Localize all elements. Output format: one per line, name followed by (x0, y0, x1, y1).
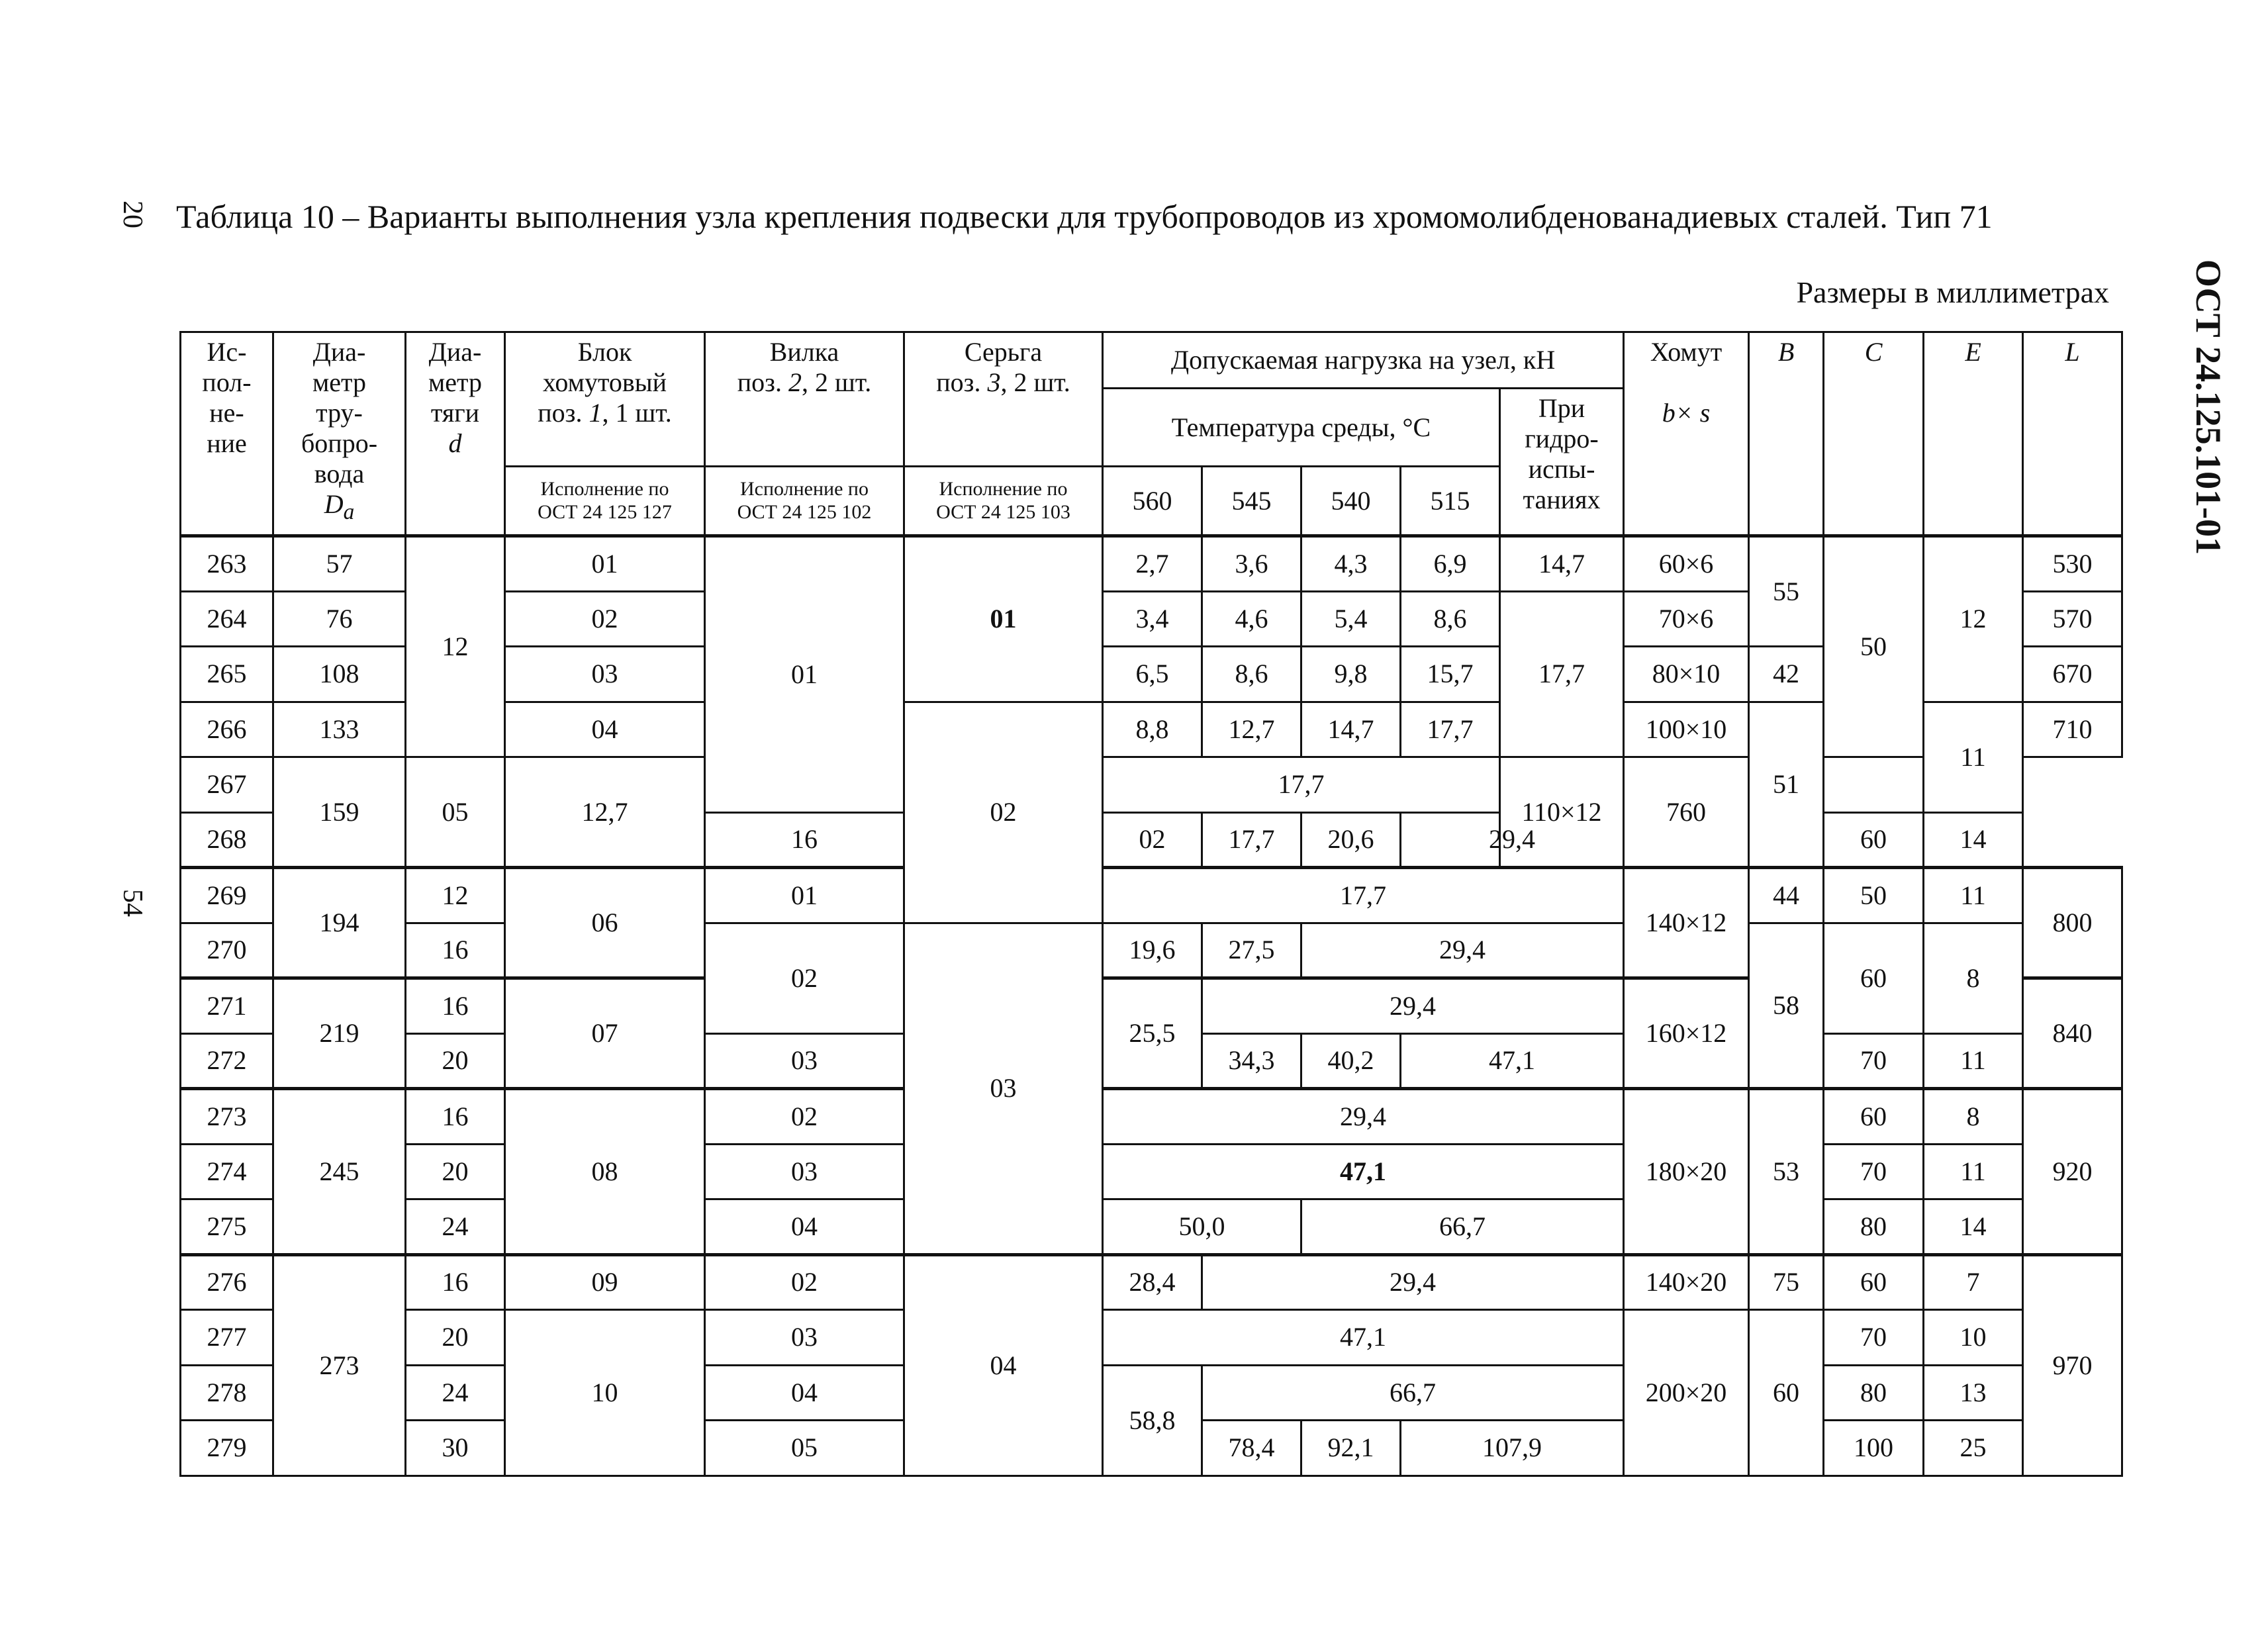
cell-B: 53 (1749, 1089, 1824, 1255)
cell-clamp: 60×6 (1624, 536, 1749, 592)
cell-load: 40,2 (1301, 1033, 1401, 1089)
cell-load: 15,7 (1401, 647, 1500, 702)
cell-vilka: 03 (705, 1144, 904, 1199)
cell-load: 107,9 (1401, 1421, 1624, 1476)
header-t545: 545 (1202, 467, 1301, 536)
variants-table (179, 331, 2123, 1477)
header-t515: 515 (1401, 467, 1500, 536)
table-row (181, 1089, 2122, 1145)
cell-E: 10 (1924, 1310, 2023, 1366)
cell-d: 20 (406, 1310, 505, 1366)
cell-isp: 267 (181, 757, 273, 813)
cell-C: 60 (1824, 1254, 1924, 1310)
table-title: Таблица 10 – Варианты выполнения узла крепления подвески для трубопроводов из хромомолибденованадиевых сталей. Тип 71 (176, 198, 1993, 235)
cell-d: 16 (406, 923, 505, 978)
cell-block: 07 (505, 978, 705, 1089)
cell-E: 13 (1924, 1365, 2023, 1421)
header-temperature: Температура среды, °С (1103, 389, 1500, 467)
cell-L: 800 (2023, 868, 2122, 978)
cell-isp: 277 (181, 1310, 273, 1366)
cell-load: 12,7 (1202, 702, 1301, 757)
cell-B: 55 (1749, 536, 1824, 647)
cell-clamp: 80×10 (1624, 647, 1749, 702)
cell-isp: 278 (181, 1365, 273, 1421)
header-clamp: Хомут b× s (1624, 332, 1749, 536)
cell-d: 30 (406, 1421, 505, 1476)
cell-da: 133 (273, 702, 406, 757)
cell-E: 11 (1924, 702, 2023, 812)
cell-E: 25 (1924, 1421, 2023, 1476)
cell-load: 19,6 (1103, 923, 1202, 978)
cell-vilka: 03 (705, 1310, 904, 1366)
cell-clamp: 200×20 (1624, 1310, 1749, 1476)
header-pipe-diameter: Диа- метр тру- бопро- вода $D_a$ (273, 332, 406, 536)
cell-d: 20 (406, 1144, 505, 1199)
cell-d: 24 (406, 1199, 505, 1255)
cell-serga: 01 (904, 536, 1103, 702)
cell-isp: 276 (181, 1254, 273, 1310)
cell-isp: 275 (181, 1199, 273, 1255)
header-row-1 (181, 332, 2122, 389)
table-row (181, 536, 2122, 592)
cell-E: 14 (1924, 812, 2023, 868)
cell-load: 3,6 (1202, 536, 1301, 592)
cell-d: 16 (406, 1089, 505, 1145)
cell-C: 60 (1824, 1089, 1924, 1145)
cell-isp: 265 (181, 647, 273, 702)
cell-block: 02 (505, 591, 705, 647)
page-number-side: 54 (117, 889, 148, 917)
cell-da: 108 (273, 647, 406, 702)
cell-load: 6,5 (1103, 647, 1202, 702)
cell-clamp: 180×20 (1624, 1089, 1749, 1255)
table-row (181, 1254, 2122, 1310)
cell-load: 47,1 (1103, 1310, 1624, 1366)
cell-L: 970 (2023, 1254, 2122, 1476)
cell-L: 530 (2023, 536, 2122, 592)
table-row (181, 923, 2122, 978)
header-serga: Серьга поз. 3, 2 шт. (904, 332, 1103, 467)
cell-da: 194 (273, 868, 406, 978)
cell-B: 42 (1749, 647, 1824, 702)
cell-load: 8,6 (1401, 591, 1500, 647)
cell-d: 16 (406, 1254, 505, 1310)
cell-serga: 03 (904, 923, 1103, 1254)
cell-L: 670 (2023, 647, 2122, 702)
table-row (181, 868, 2122, 923)
cell-load: 8,8 (1103, 702, 1202, 757)
cell-vilka: 02 (1103, 812, 1202, 868)
header-vilka: Вилка поз. 2, 2 шт. (705, 332, 904, 467)
cell-clamp: 70×6 (1624, 591, 1749, 647)
cell-vilka: 04 (705, 1365, 904, 1421)
cell-B: 58 (1749, 923, 1824, 1089)
cell-vilka: 01 (705, 536, 904, 813)
cell-load: 66,7 (1301, 1199, 1624, 1255)
cell-isp: 272 (181, 1033, 273, 1089)
cell-load: 34,3 (1202, 1033, 1301, 1089)
cell-load: 4,6 (1202, 591, 1301, 647)
cell-block: 03 (505, 647, 705, 702)
cell-isp: 274 (181, 1144, 273, 1199)
cell-vilka: 01 (705, 868, 904, 923)
cell-da: 159 (273, 757, 406, 868)
cell-d: 12 (406, 868, 505, 923)
header-C: C (1824, 332, 1924, 536)
cell-L: 760 (1624, 757, 1749, 868)
cell-load: 58,8 (1103, 1365, 1202, 1476)
cell-B: 60 (1749, 1310, 1824, 1476)
page-number-top: 20 (117, 201, 148, 228)
table-row (181, 757, 2122, 813)
cell-load: 27,5 (1202, 923, 1301, 978)
cell-load: 2,7 (1103, 536, 1202, 592)
cell-L: 570 (2023, 591, 2122, 647)
cell-load: 6,9 (1401, 536, 1500, 592)
cell-C: 60 (1824, 923, 1924, 1033)
header-E: E (1924, 332, 2023, 536)
cell-isp: 264 (181, 591, 273, 647)
cell-d: 12 (406, 536, 505, 757)
cell-load: 47,1 (1103, 1144, 1624, 1199)
cell-E: 8 (1924, 1089, 2023, 1145)
cell-L: 840 (2023, 978, 2122, 1089)
cell-C: 50 (1824, 868, 1924, 923)
cell-load: 50,0 (1103, 1199, 1301, 1255)
header-ost-vilka: Исполнение по ОСТ 24 125 102 (705, 467, 904, 536)
cell-C: 60 (1824, 812, 1924, 868)
cell-d: 20 (406, 1033, 505, 1089)
cell-load: 12,7 (505, 757, 705, 868)
cell-L: 710 (2023, 702, 2122, 757)
cell-E: 11 (1924, 1144, 2023, 1199)
cell-block: 05 (406, 757, 505, 868)
cell-C: 50 (1824, 536, 1924, 757)
cell-load: 47,1 (1401, 1033, 1624, 1089)
cell-load: 17,7 (1103, 757, 1500, 813)
cell-vilka: 03 (705, 1033, 904, 1089)
header-ost-serga: Исполнение по ОСТ 24 125 103 (904, 467, 1103, 536)
cell-load: 29,4 (1202, 978, 1624, 1034)
cell-d: 24 (406, 1365, 505, 1421)
cell-block: 06 (505, 868, 705, 978)
table-row (181, 1199, 2122, 1255)
header-t540: 540 (1301, 467, 1401, 536)
header-B: B (1749, 332, 1824, 536)
table-row (181, 1144, 2122, 1199)
cell-isp: 266 (181, 702, 273, 757)
cell-da: 273 (273, 1254, 406, 1476)
cell-vilka: 05 (705, 1421, 904, 1476)
cell-block: 01 (505, 536, 705, 592)
cell-load: 3,4 (1103, 591, 1202, 647)
cell-clamp: 160×12 (1624, 978, 1749, 1089)
cell-load-hydro: 14,7 (1500, 536, 1624, 592)
cell-block: 04 (505, 702, 705, 757)
cell-clamp: 100×10 (1624, 702, 1749, 757)
cell-load: 78,4 (1202, 1421, 1301, 1476)
cell-load: 14,7 (1301, 702, 1401, 757)
cell-block: 08 (505, 1089, 705, 1255)
header-ost-block: Исполнение по ОСТ 24 125 127 (505, 467, 705, 536)
cell-load: 29,4 (1401, 812, 1624, 868)
cell-clamp: 140×20 (1624, 1254, 1749, 1310)
cell-load: 17,7 (1401, 702, 1500, 757)
units-note: Размеры в миллиметрах (1796, 275, 2109, 309)
cell-vilka: 02 (705, 1254, 904, 1310)
cell-vilka: 02 (705, 923, 904, 1033)
cell-isp: 270 (181, 923, 273, 978)
cell-load-hydro: 17,7 (1500, 591, 1624, 757)
cell-load: 92,1 (1301, 1421, 1401, 1476)
cell-load: 29,4 (1202, 1254, 1624, 1310)
cell-load: 25,5 (1103, 978, 1202, 1089)
table-row (181, 1365, 2122, 1421)
cell-isp: 263 (181, 536, 273, 592)
header-block: Блок хомутовый поз. 1, 1 шт. (505, 332, 705, 467)
cell-vilka: 04 (705, 1199, 904, 1255)
cell-d: 16 (406, 978, 505, 1034)
document-code: ОСТ 24.125.101-01 (2189, 259, 2228, 555)
cell-load: 20,6 (1301, 812, 1401, 868)
cell-clamp: 110×12 (1500, 757, 1624, 868)
cell-load: 66,7 (1202, 1365, 1624, 1421)
cell-E: 7 (1924, 1254, 2023, 1310)
cell-load: 29,4 (1301, 923, 1624, 978)
cell-C: 80 (1824, 1365, 1924, 1421)
cell-E: 8 (1924, 923, 2023, 1033)
cell-load: 5,4 (1301, 591, 1401, 647)
cell-C: 100 (1824, 1421, 1924, 1476)
cell-load: 17,7 (1202, 812, 1301, 868)
cell-clamp: 140×12 (1624, 868, 1749, 978)
cell-B: 51 (1749, 702, 1824, 868)
cell-da: 76 (273, 591, 406, 647)
header-isp: Ис- пол- не- ние (181, 332, 273, 536)
cell-block: 09 (505, 1254, 705, 1310)
cell-isp: 271 (181, 978, 273, 1034)
cell-isp: 279 (181, 1421, 273, 1476)
cell-L: 920 (2023, 1089, 2122, 1255)
cell-da: 57 (273, 536, 406, 592)
cell-C: 70 (1824, 1310, 1924, 1366)
cell-vilka: 02 (705, 1089, 904, 1145)
cell-E: 11 (1924, 868, 2023, 923)
cell-load: 29,4 (1103, 1089, 1624, 1145)
cell-load: 4,3 (1301, 536, 1401, 592)
header-L: L (2023, 332, 2122, 536)
cell-C: 80 (1824, 1199, 1924, 1255)
table-row (181, 1310, 2122, 1366)
cell-E: 12 (1924, 536, 2023, 702)
cell-B: 44 (1749, 868, 1824, 923)
cell-serga: 04 (904, 1254, 1103, 1476)
cell-load: 9,8 (1301, 647, 1401, 702)
cell-da: 219 (273, 978, 406, 1089)
cell-E: 11 (1924, 1033, 2023, 1089)
cell-isp: 269 (181, 868, 273, 923)
cell-load: 28,4 (1103, 1254, 1202, 1310)
header-rod-diameter: Диа- метр тяги d (406, 332, 505, 536)
cell-C: 70 (1824, 1033, 1924, 1089)
cell-da: 245 (273, 1089, 406, 1255)
cell-serga: 02 (904, 702, 1103, 923)
cell-load: 8,6 (1202, 647, 1301, 702)
cell-block: 10 (505, 1310, 705, 1476)
header-load: Допускаемая нагрузка на узел, кН (1103, 332, 1624, 389)
cell-E: 14 (1924, 1199, 2023, 1255)
cell-C: 70 (1824, 1144, 1924, 1199)
header-t560: 560 (1103, 467, 1202, 536)
cell-B: 75 (1749, 1254, 1824, 1310)
cell-d: 16 (705, 812, 904, 868)
cell-load: 17,7 (1103, 868, 1624, 923)
cell-isp: 268 (181, 812, 273, 868)
cell-isp: 273 (181, 1089, 273, 1145)
header-hydro: При гидро- испы- таниях (1500, 389, 1624, 536)
